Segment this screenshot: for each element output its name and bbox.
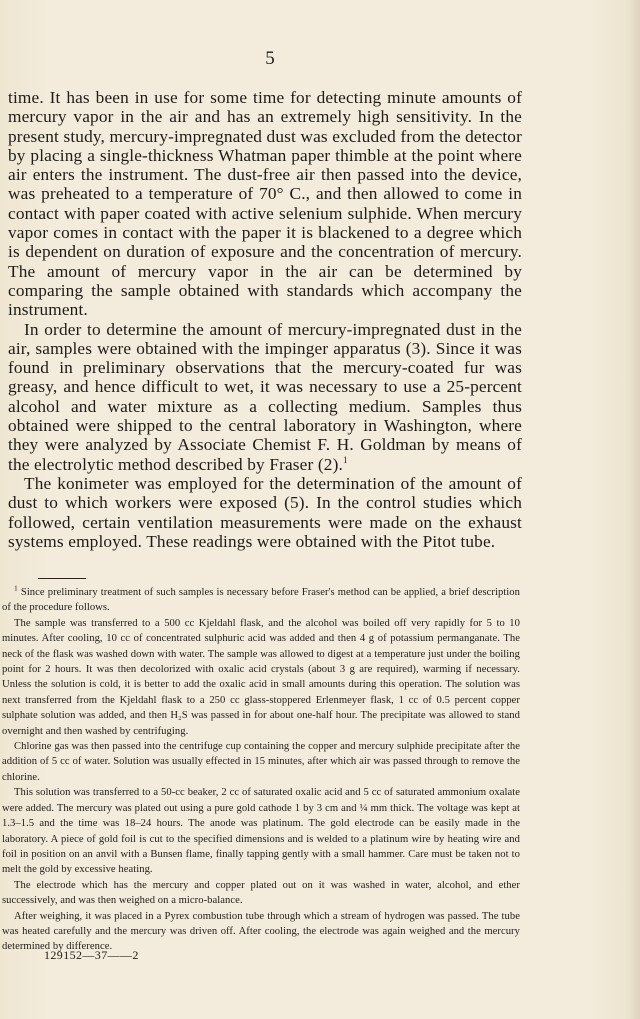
footnote-paragraph: The sample was transferred to a 500 cc Kjeldahl flask, and the alcohol was boiled off very rapidly for 5 to 10 minutes. After cooling, 10 cc of concentrated sulphuric acid was added and then 4 g of potassium permanganate. The neck of the flask was washed down with water. The sample was allowed to digest at a temperature just under the boiling point for 2 hours. It was then decolorized with oxalic acid crystals (about 3 g are required), warming if necessary. Unless the solution is cold, it is better to add the oxalic acid in small amounts during this operation. The solution was next transferred from the Kjeldahl flask to a 250 cc glass-stoppered Erlenmeyer flask, 1 cc of 0.5 percent copper sulphate solution was added, and then H₂S was passed in for about one-half hour. The precipitate was allowed to stand overnight and then washed by centrifuging. [2,617,520,737]
footnote-paragraph: Chlorine gas was then passed into the centrifuge cup containing the copper and mercury sulphide precipitate after the addition of 5 cc of water. Solution was usually effected in 15 minutes, after which air was passed through to remove the chlorine. [2,741,520,783]
body-text [8,88,522,551]
footnote-paragraph [2,585,520,616]
page-number: 5 [265,48,275,69]
footnote-divider [38,578,86,579]
footnote-block [2,585,520,955]
page-edge-shadow [628,0,640,1019]
footnote-paragraph: The electrode which has the mercury and copper plated out on it was washed in water, alcohol, and ether successively, and was then weighed on a micro-balance. [2,879,520,907]
printer-mark: 129152—37——2 [44,948,139,962]
paragraph-with-footnote [8,320,522,474]
footnote-reference: 1 [14,583,18,593]
paragraph-text: In order to determine the amount of mercury-impregnated dust in the air, samples were obtained with the impinger apparatus (3). Since it was found in preliminary observations that the mercury-coated fur was greasy, and hence difficult to wet, it was necessary to use a 25-percent alcohol and water mixture as a collecting medium. Samples thus obtained were shipped to the central laboratory in Washington, where they were analyzed by Associate Chemist F. H. Goldman by means of the electrolytic method described by Fraser (2). [8,319,522,474]
footnote-paragraph: After weighing, it was placed in a Pyrex combustion tube through which a stream of hydrogen was passed. The tube was heated carefully and the mercury was driven off. After cooling, the electrode was again weighed and the mercury determined by difference. [2,910,520,953]
footnote-paragraph: This solution was transferred to a 50-cc beaker, 2 cc of saturated oxalic acid and 5 cc of saturated ammonium oxalate were added. The mercury was plated out using a pure gold cathode 1 by 3 cm and ¼ mm thick. The voltage was kept at 1.3–1.5 and the time was 18–24 hours. The anode was platinum. The gold electrode can be easily made in the laboratory. A piece of gold foil is cut to the specified dimensions and is welded to a platinum wire by heating wire and foil in position on an anvil with a Bunsen flame, finally tapping gently with a small hammer. Care must be taken not to melt the gold by excessive heating. [2,787,520,876]
footnote-marker: 1 [342,454,348,465]
footnote-text: Since preliminary treatment of such samples is necessary before Fraser's method can be applied, a brief description of the procedure follows. [2,587,520,614]
paragraph: time. It has been in use for some time for detecting minute amounts of mercury vapor in the air and has an extremely high sensitivity. In the present study, mercury-impregnated dust was excluded from the detector by placing a single-thickness Whatman paper thimble at the point where air enters the instrument. The dust-free air then passed into the device, was preheated to a temperature of 70° C., and then allowed to come in contact with paper coated with active selenium sulphide. When mercury vapor comes in contact with the paper it is blackened to a degree which is dependent on duration of exposure and the concentration of mercury. The amount of mercury vapor in the air can be determined by comparing the sample obtained with standards which accompany the instrument. [8,88,522,320]
paragraph: The konimeter was employed for the determination of the amount of dust to which workers were exposed (5). In the control studies which followed, certain ventilation measurements were made on the exhaust systems employed. These readings were obtained with the Pitot tube. [8,473,522,551]
